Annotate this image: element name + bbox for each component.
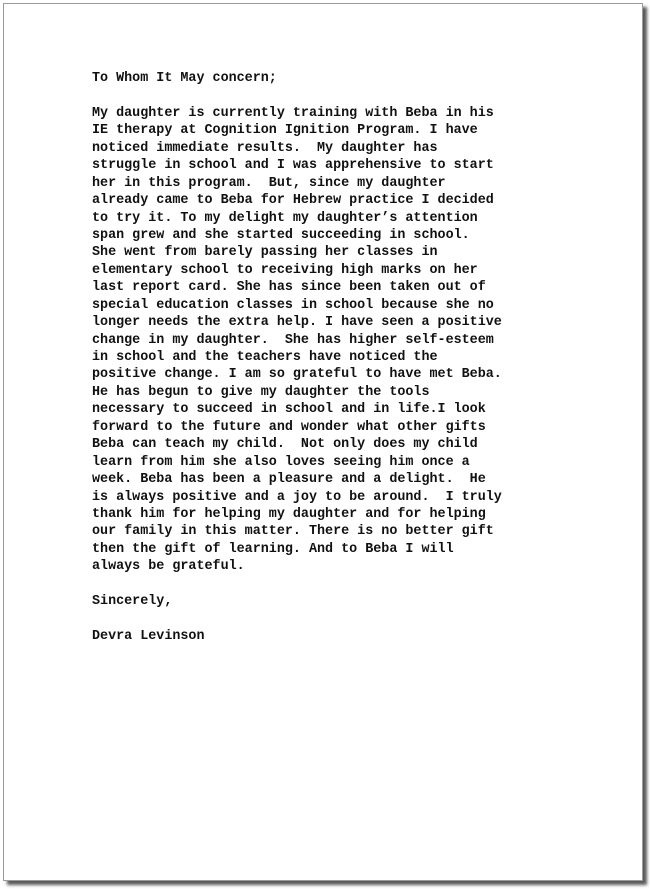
- letter-content: [92, 70, 562, 645]
- letter-page: [3, 3, 643, 881]
- body-line: special education classes in school because she no: [92, 297, 494, 313]
- body-line: then the gift of learning. And to Beba I will: [92, 541, 454, 557]
- body-line: positive change. I am so grateful to have met Beba.: [92, 367, 502, 383]
- body-line: My daughter is currently training with Beba in his: [92, 105, 494, 121]
- body-line: week. Beba has been a pleasure and a delight. He: [92, 472, 486, 488]
- body-line: last report card. She has since been taken out of: [92, 280, 486, 296]
- body-line: elementary school to receiving high marks on her: [92, 262, 478, 278]
- body-line: He has begun to give my daughter the tools: [92, 384, 430, 400]
- body-line: noticed immediate results. My daughter has: [92, 140, 438, 156]
- body-line: forward to the future and wonder what other gifts: [92, 419, 486, 435]
- body-line: IE therapy at Cognition Ignition Program. I have: [92, 123, 478, 139]
- body-line: always be grateful.: [92, 559, 245, 575]
- signature-name: Devra Levinson: [92, 629, 205, 644]
- body-line: is always positive and a joy to be around. I truly: [92, 489, 502, 505]
- body-line: Beba can teach my child. Not only does my child: [92, 437, 478, 453]
- salutation: To Whom It May concern;: [92, 71, 277, 86]
- body-line: span grew and she started succeeding in school.: [92, 227, 470, 243]
- body-line: our family in this matter. There is no better gift: [92, 524, 494, 540]
- body-line: She went from barely passing her classes in: [92, 245, 438, 261]
- body-line: her in this program. But, since my daughter: [92, 175, 446, 191]
- body-line: already came to Beba for Hebrew practice I decided: [92, 193, 494, 209]
- body-line: learn from him she also loves seeing him once a: [92, 454, 470, 470]
- body-line: thank him for helping my daughter and for helping: [92, 506, 486, 522]
- letter-body: [92, 105, 562, 576]
- body-line: longer needs the extra help. I have seen a positive: [92, 315, 502, 331]
- body-line: to try it. To my delight my daughter’s attention: [92, 210, 478, 226]
- body-line: in school and the teachers have noticed the: [92, 350, 438, 365]
- body-line: necessary to succeed in school and in life.I look: [92, 402, 486, 418]
- body-line: struggle in school and I was apprehensive to start: [92, 158, 494, 174]
- body-line: change in my daughter. She has higher self-esteem: [92, 332, 494, 348]
- closing: Sincerely,: [92, 594, 173, 610]
